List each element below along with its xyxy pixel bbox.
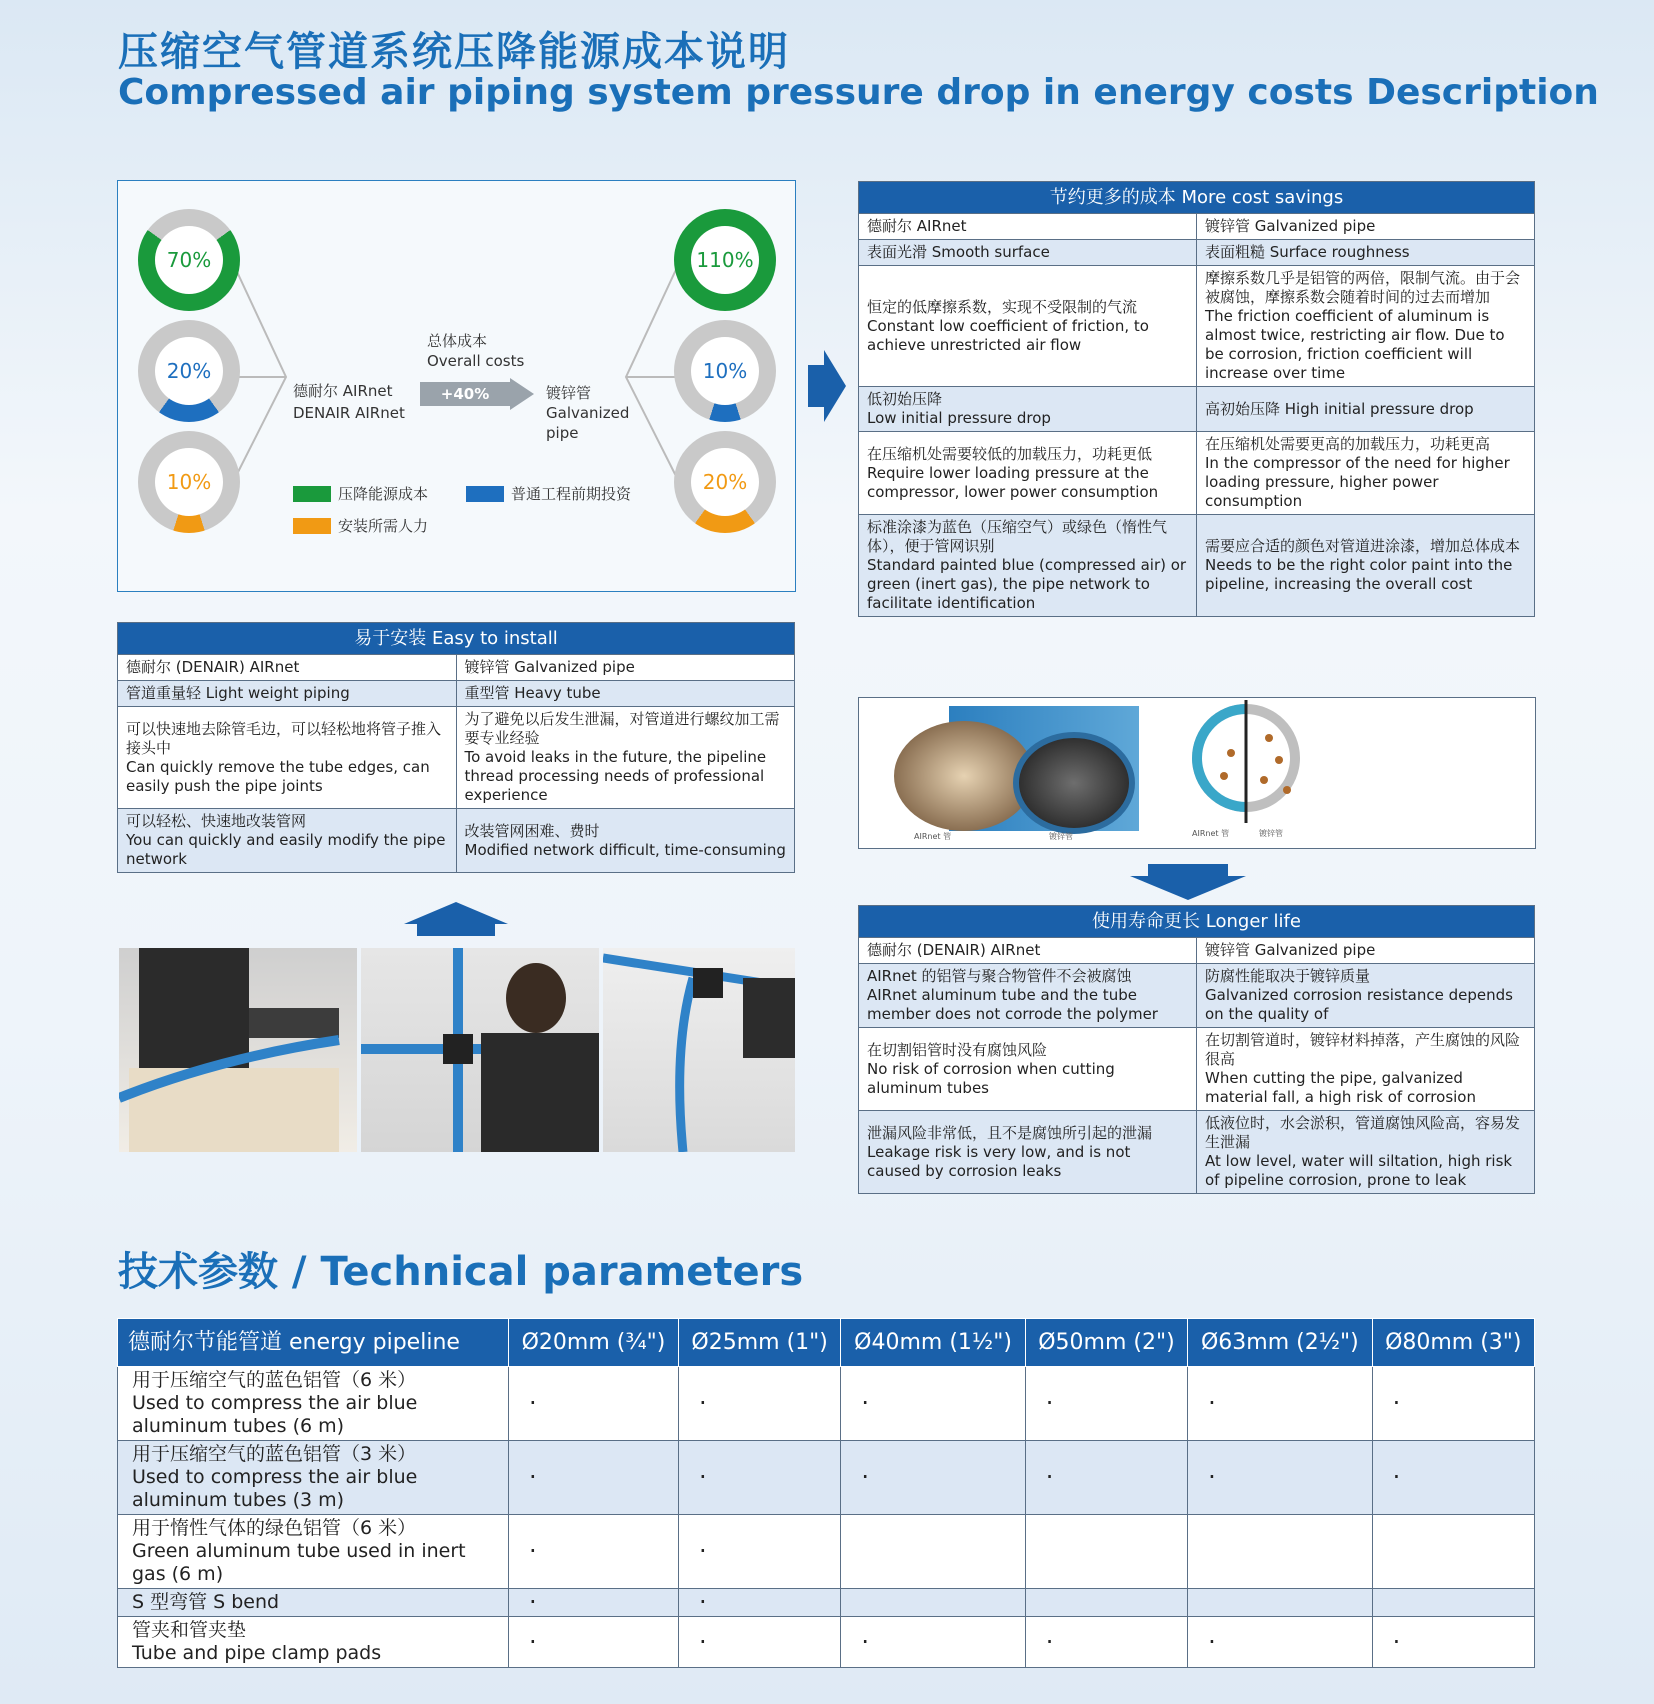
longer-life-header: 使用寿命更长 Longer life <box>859 906 1535 938</box>
availability-mark: · <box>1188 1367 1372 1441</box>
overall-cost-en: Overall costs <box>427 352 525 370</box>
arrow-right-shaft <box>808 365 824 407</box>
page-title-en: Compressed air piping system pressure drop in energy costs Description <box>118 72 1599 113</box>
airnet-cell: 可以快速地去除管毛边，可以轻松地将管子推入接头中 Can quickly remove the tube edges, can easily push the pipe joints <box>118 707 457 809</box>
galvanized-cell: 镀锌管 Galvanized pipe <box>456 655 795 681</box>
cost-savings-header: 节约更多的成本 More cost savings <box>859 182 1535 214</box>
galvanized-label-cn: 镀锌管 <box>546 384 592 402</box>
cost-comparison-diagram <box>117 180 796 592</box>
photo-caption-right-2: 镀锌管 <box>1259 829 1283 838</box>
legend-green-text: 压降能源成本 <box>338 485 429 503</box>
galvanized-cell: 表面粗糙 Surface roughness <box>1197 240 1535 266</box>
availability-mark: · <box>678 1367 840 1441</box>
galvanized-cell: 低液位时，水会淤积，管道腐蚀风险高，容易发生泄漏 At low level, water will siltation, high risk of pipeline corrosion, prone to leak <box>1197 1111 1535 1194</box>
table-row <box>118 1589 1535 1617</box>
table-row <box>859 387 1535 432</box>
legend-swatch-blue <box>466 486 504 502</box>
airnet-cell: 可以轻松、快速地改装管网 You can quickly and easily modify the pipe network <box>118 809 457 873</box>
table-row <box>118 681 795 707</box>
airnet-cell: 恒定的低摩擦系数，实现不受限制的气流 Constant low coefficient of friction, to achieve unrestricted air flow <box>859 266 1197 387</box>
tech-header-product: 德耐尔节能管道 energy pipeline <box>118 1319 509 1367</box>
availability-mark: · <box>678 1589 840 1617</box>
airnet-cell: 德耐尔 (DENAIR) AIRnet <box>118 655 457 681</box>
availability-mark: · <box>1025 1441 1187 1515</box>
legend-blue-text: 普通工程前期投资 <box>511 485 632 503</box>
table-row <box>859 1028 1535 1111</box>
right-donut-label-1: 10% <box>691 337 759 405</box>
airnet-label-cn: 德耐尔 AIRnet <box>293 382 393 400</box>
availability-mark: · <box>1188 1617 1372 1668</box>
table-row <box>118 655 795 681</box>
availability-mark: · <box>1372 1617 1534 1668</box>
table-row <box>118 707 795 809</box>
cost-savings-table <box>858 181 1535 617</box>
airnet-cell: 管道重量轻 Light weight piping <box>118 681 457 707</box>
left-donut-1 <box>138 320 240 422</box>
product-name-cell: S 型弯管 S bend <box>118 1589 509 1617</box>
airnet-cell: 标准涂漆为蓝色（压缩空气）或绿色（惰性气体），便于管网识别 Standard painted blue (compressed air) or green (inert gas), the pipe network to facilitate identification <box>859 515 1197 617</box>
availability-mark <box>841 1515 1025 1589</box>
install-photo-2 <box>361 948 599 1152</box>
table-row <box>118 809 795 873</box>
arrow-down-shaft <box>1148 864 1228 876</box>
availability-mark: · <box>509 1367 679 1441</box>
left-donut-0 <box>138 209 240 311</box>
increase-arrow: +40% <box>420 382 510 406</box>
airnet-label-en: DENAIR AIRnet <box>293 404 405 422</box>
availability-mark: · <box>678 1617 840 1668</box>
availability-mark: · <box>678 1515 840 1589</box>
availability-mark: · <box>1025 1367 1187 1441</box>
galvanized-label-en2: pipe <box>546 424 579 442</box>
galvanized-cell: 在切割管道时，镀锌材料掉落，产生腐蚀的风险很高 When cutting the pipe, galvanized material fall, a high risk of corrosion <box>1197 1028 1535 1111</box>
availability-mark: · <box>1188 1441 1372 1515</box>
availability-mark: · <box>509 1515 679 1589</box>
availability-mark <box>1188 1515 1372 1589</box>
tech-title: 技术参数 / Technical parameters <box>118 1249 804 1295</box>
left-donut-label-2: 10% <box>155 448 223 516</box>
left-donut-2 <box>138 431 240 533</box>
availability-mark: · <box>841 1367 1025 1441</box>
table-row <box>118 1441 1535 1515</box>
availability-mark: · <box>1372 1367 1534 1441</box>
right-donut-label-2: 20% <box>691 448 759 516</box>
tech-header-size: Ø25mm (1") <box>678 1319 840 1367</box>
galvanized-cell: 重型管 Heavy tube <box>456 681 795 707</box>
table-row <box>118 1515 1535 1589</box>
galvanized-label-en1: Galvanized <box>546 404 630 422</box>
availability-mark <box>1372 1515 1534 1589</box>
availability-mark: · <box>1025 1617 1187 1668</box>
right-donut-1 <box>674 320 776 422</box>
availability-mark: · <box>1372 1441 1534 1515</box>
table-row <box>859 1111 1535 1194</box>
airnet-cell: 表面光滑 Smooth surface <box>859 240 1197 266</box>
photo-caption-left-2: AIRnet 管 <box>1192 829 1230 838</box>
legend-swatch-green <box>293 486 331 502</box>
tech-header-size: Ø40mm (1½") <box>841 1319 1025 1367</box>
increase-arrow-head <box>510 378 534 410</box>
table-row <box>859 266 1535 387</box>
availability-mark: · <box>678 1441 840 1515</box>
availability-mark: · <box>841 1441 1025 1515</box>
table-row <box>859 964 1535 1028</box>
airnet-cell: 德耐尔 (DENAIR) AIRnet <box>859 938 1197 964</box>
right-donut-label-0: 110% <box>691 226 759 294</box>
galvanized-cell: 改装管网困难、费时 Modified network difficult, time-consuming <box>456 809 795 873</box>
install-photo-1 <box>119 948 357 1152</box>
arrow-right-head <box>824 350 846 422</box>
airnet-cell: 在压缩机处需要较低的加载压力，功耗更低Require lower loading pressure at the compressor, lower power consumption <box>859 432 1197 515</box>
airnet-cell: AIRnet 的铝管与聚合物管件不会被腐蚀 AIRnet aluminum tube and the tube member does not corrode the polymer <box>859 964 1197 1028</box>
longer-life-table <box>858 905 1535 1194</box>
page-title-cn: 压缩空气管道系统压降能源成本说明 <box>118 29 790 75</box>
availability-mark <box>1188 1589 1372 1617</box>
overall-cost-cn: 总体成本 <box>427 332 488 350</box>
availability-mark: · <box>841 1617 1025 1668</box>
pipe-photo-panel <box>858 697 1536 849</box>
easy-install-header: 易于安装 Easy to install <box>118 623 795 655</box>
product-name-cell: 用于压缩空气的蓝色铝管（6 米） Used to compress the air blue aluminum tubes (6 m) <box>118 1367 509 1441</box>
legend-orange-text: 安装所需人力 <box>338 517 429 535</box>
airnet-cell: 德耐尔 AIRnet <box>859 214 1197 240</box>
availability-mark: · <box>509 1617 679 1668</box>
availability-mark: · <box>509 1589 679 1617</box>
product-name-cell: 用于惰性气体的绿色铝管（6 米） Green aluminum tube used in inert gas (6 m) <box>118 1515 509 1589</box>
pipe-cross-section-image <box>859 698 1535 848</box>
table-row <box>859 515 1535 617</box>
tech-header-size: Ø50mm (2") <box>1025 1319 1187 1367</box>
airnet-cell: 在切割铝管时没有腐蚀风险 No risk of corrosion when cutting aluminum tubes <box>859 1028 1197 1111</box>
arrow-up-shaft <box>417 924 495 936</box>
arrow-up-head <box>404 902 508 924</box>
tech-header-size: Ø63mm (2½") <box>1188 1319 1372 1367</box>
right-donut-0 <box>674 209 776 311</box>
tech-parameters-table <box>117 1318 1535 1668</box>
galvanized-cell: 为了避免以后发生泄漏，对管道进行螺纹加工需要专业经验 To avoid leaks in the future, the pipeline thread processing needs of professional experience <box>456 707 795 809</box>
galvanized-cell: 镀锌管 Galvanized pipe <box>1197 938 1535 964</box>
galvanized-cell: 需要应合适的颜色对管道进涂漆，增加总体成本 Needs to be the right color paint into the pipeline, increasing the overall cost <box>1197 515 1535 617</box>
galvanized-cell: 防腐性能取决于镀锌质量 Galvanized corrosion resistance depends on the quality of <box>1197 964 1535 1028</box>
table-row <box>859 938 1535 964</box>
legend-swatch-orange <box>293 518 331 534</box>
table-row <box>859 240 1535 266</box>
install-photo-3 <box>603 948 795 1152</box>
tech-header-size: Ø20mm (¾") <box>509 1319 679 1367</box>
arrow-down-head <box>1130 876 1246 900</box>
table-row <box>118 1367 1535 1441</box>
photo-caption-left: AIRnet 管 <box>914 832 952 841</box>
availability-mark <box>1025 1589 1187 1617</box>
galvanized-cell: 在压缩机处需要更高的加载压力，功耗更高 In the compressor of the need for higher loading pressure, higher power consumption <box>1197 432 1535 515</box>
photo-caption-right: 镀锌管 <box>1049 832 1073 841</box>
galvanized-cell: 镀锌管 Galvanized pipe <box>1197 214 1535 240</box>
availability-mark <box>1025 1515 1187 1589</box>
availability-mark <box>841 1589 1025 1617</box>
product-name-cell: 管夹和管夹垫 Tube and pipe clamp pads <box>118 1617 509 1668</box>
table-row <box>859 432 1535 515</box>
table-row <box>118 1617 1535 1668</box>
table-row <box>859 214 1535 240</box>
availability-mark <box>1372 1589 1534 1617</box>
airnet-cell: 低初始压降 Low initial pressure drop <box>859 387 1197 432</box>
right-donut-2 <box>674 431 776 533</box>
availability-mark: · <box>509 1441 679 1515</box>
left-donut-label-0: 70% <box>155 226 223 294</box>
tech-header-size: Ø80mm (3") <box>1372 1319 1534 1367</box>
product-name-cell: 用于压缩空气的蓝色铝管（3 米） Used to compress the air blue aluminum tubes (3 m) <box>118 1441 509 1515</box>
easy-install-table <box>117 622 795 873</box>
galvanized-cell: 高初始压降 High initial pressure drop <box>1197 387 1535 432</box>
left-donut-label-1: 20% <box>155 337 223 405</box>
galvanized-cell: 摩擦系数几乎是铝管的两倍，限制气流。由于会被腐蚀，摩擦系数会随着时间的过去而增加 The friction coefficient of aluminum is almost twice, restricting air flow. Due to be corrosion, friction coefficient will increase over time <box>1197 266 1535 387</box>
airnet-cell: 泄漏风险非常低，且不是腐蚀所引起的泄漏 Leakage risk is very low, and is not caused by corrosion leaks <box>859 1111 1197 1194</box>
